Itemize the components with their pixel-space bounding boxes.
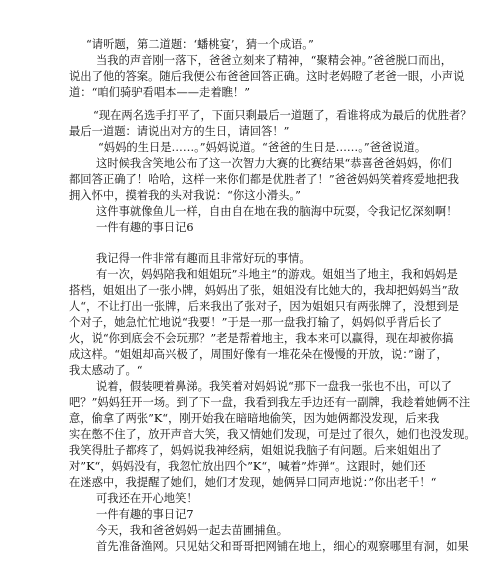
text-line: 火，说“你到底会不会玩那？”老是帮着地主，我本来可以赢得，现在却被你搞 — [69, 332, 454, 345]
text-line: 拥入怀中，摸着我的头对我说：“你这小滑头。” — [69, 189, 301, 202]
text-line: 可我还在开心地笑！ — [96, 492, 198, 505]
text-line: 首先准备渔网。只见姑父和哥哥把网铺在地上，细心的观察哪里有洞，如果 — [96, 540, 469, 553]
text-line: 有一次，妈妈陪我和姐姐玩”斗地主“的游戏。姐姐当了地主，我和妈妈是 — [96, 268, 458, 281]
text-line: 吧？”妈妈狂开一场。到了下一盘，我看到我左手边还有一副牌，我趁着她俩不注 — [69, 396, 471, 409]
text-line: 这时候我含笑地公布了这一次智力大赛的比赛结果“恭喜爸爸妈妈，你们 — [96, 157, 452, 170]
text-line: 我笑得肚子都疼了，妈妈说我神经病，姐姐说我脑子有问题。后来姐姐出了 — [69, 444, 442, 457]
text-line: 实在憋不住了，放开声音大笑，我又情她们发现，可是过了很久，她们也没发现。 — [69, 428, 476, 441]
text-line: 成这样。“姐姐却高兴极了，周围好像有一堆花朵在慢慢的开放，说：”谢了， — [69, 348, 448, 361]
text-line: 对”K“，妈妈没有，我忽忙放出四个”K“，喊着”炸弹“。这跟时，她们还 — [69, 460, 426, 473]
text-line: 我太感动了。“ — [69, 364, 143, 377]
text-line: 今天，我和爸爸妈妈一起去苗圃捕鱼。 — [96, 524, 289, 537]
text-line: 道：“咱们骑驴看唱本——走着瞧！” — [69, 86, 251, 99]
text-line: “妈妈的生日是……。”妈妈说道。“爸爸的生日是……。”爸爸说道。 — [98, 141, 427, 154]
text-line: 个对子，她急忙忙地说“我要！”于是一那一盘我打输了，妈妈似乎背后长了 — [69, 316, 443, 329]
text-line: 说出了他的答案。随后我便公布爸爸回答正确。这时老妈瞪了老爸一眼，小声说 — [69, 70, 465, 83]
section-heading: 一件有趣的事日记6 — [96, 221, 194, 234]
text-line: 都回答正确了！哈哈，这样一来你们都是优胜者了！”爸爸妈妈笑着疼爱地把我 — [69, 173, 459, 186]
text-line: 在迷惑中，我提醒了她们，她们才发现，她俩异口同声地说：”你出老千！“ — [69, 476, 437, 489]
text-line: 说着，假装哽着鼻涕。我笑着对妈妈说“那下一盘我一张也不出，可以了 — [96, 380, 452, 393]
text-line: “现在两名选手打平了，下面只剩最后一道题了，看谁将成为最后的优胜者？ — [93, 109, 472, 122]
text-line: “请听题，第二道题：‘蟠桃宴’，猜一个成语。” — [86, 38, 314, 51]
text-line: 意，偷拿了两张”K“，刚开始我在暗暗地偷笑，因为她俩都没发现，后来我 — [69, 412, 440, 425]
text-line: 搭档，姐姐出了一张小牌，妈妈出了张，姐姐没有比她大的，我却把妈妈当”敌 — [69, 284, 459, 297]
section-heading: 一件有趣的事日记7 — [96, 508, 194, 521]
text-line: 这件事就像鱼儿一样，自由自在地在我的脑海中玩耍，令我记忆深刻啊！ — [96, 205, 458, 218]
text-line: 我记得一件非常有趣而且非常好玩的事情。 — [96, 252, 311, 265]
text-line: 当我的声音刚一落下，爸爸立刻来了精神，“聚精会神。”爸爸脱口而出， — [96, 54, 453, 67]
text-line: 最后一道题：请说出对方的生日，请回答！” — [69, 125, 290, 138]
text-line: 人“，不让打出一张牌，后来我出了张对子，因为姐姐只有两张牌了，没想到是 — [69, 300, 459, 313]
